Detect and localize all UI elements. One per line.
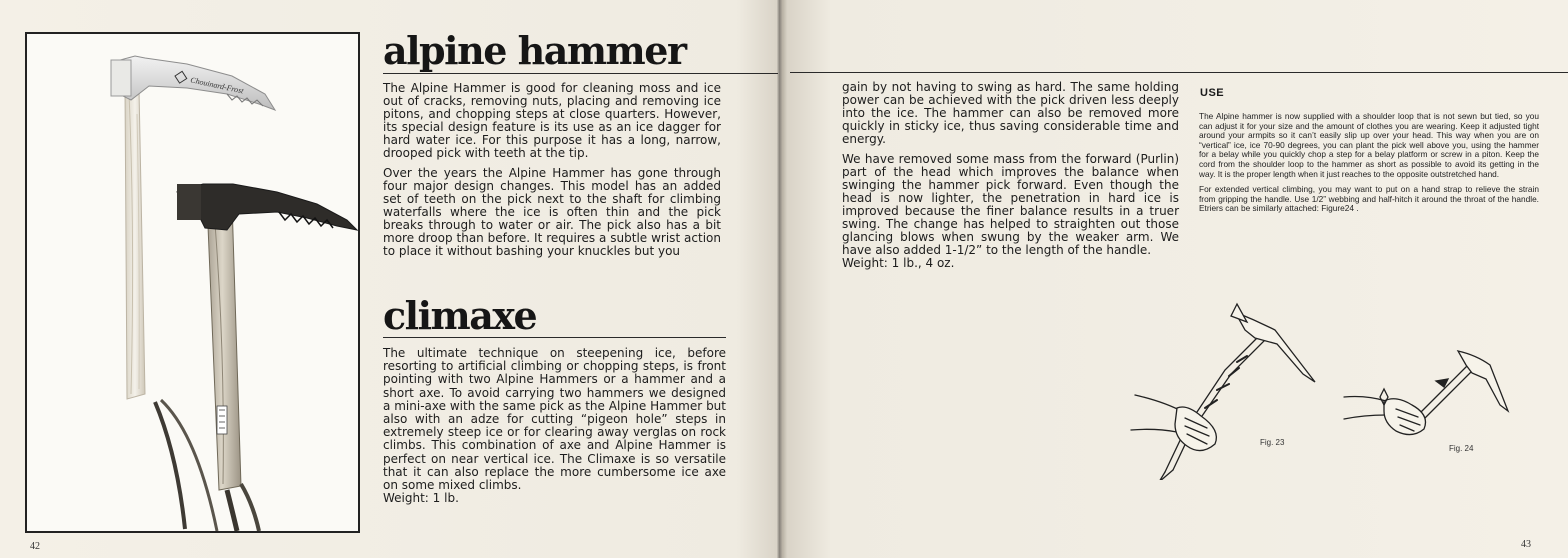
hammer-photo-illustration — [27, 34, 358, 531]
figure-24-illustration — [1340, 345, 1520, 455]
use-text — [1199, 112, 1539, 220]
use-heading: USE — [1200, 87, 1225, 99]
figure-24-caption: Fig. 24 — [1449, 444, 1474, 453]
left-page-number: 42 — [30, 541, 40, 552]
alpine-hammer-rule — [383, 73, 778, 74]
figure-23-illustration — [1125, 300, 1335, 480]
climaxe-rule — [383, 337, 726, 338]
alpine-hammer-text — [383, 82, 721, 265]
continued-paragraph: gain by not having to swing as hard. The same holding power can be achieved with the pick driven less deeply into the ice. The hammer can also be removed more quickly in sticky ice, thus saving considerable time and energy. — [842, 80, 1179, 146]
figure-23-caption: Fig. 23 — [1260, 438, 1285, 447]
continued-paragraph: We have removed some mass from the forward (Purlin) part of the head which improves the balance when swinging the hammer pick forward. Even though the head is now lighter, the penetration in hard ice is improved because the finer balance results in a truer swing. The change has helped to straighten out those glancing blows when swung by the weaker arm. We have also added 1-1/2” to the length of the handle. — [842, 152, 1179, 257]
climaxe-paragraph: The ultimate technique on steepening ice, before resorting to artificial climbing or chopping steps, is front pointing with two Alpine Hammers or a hammer and a short axe. To avoid carrying two hammers we designed a mini-axe with the same pick as the Alpine Hammer but also with an adze for cutting “pigeon hole” steps in extremely steep ice or for clearing away verglas on rock climbs. This combination of axe and Alpine Hammer is perfect on near vertical ice. The Climaxe is so versatile that it can also replace the more cumbersome ice axe on some mixed climbs. — [383, 346, 726, 493]
book-gutter — [777, 0, 782, 558]
alpine-hammer-weight: Weight: 1 lb., 4 oz. — [842, 256, 955, 270]
alpine-hammer-paragraph: Over the years the Alpine Hammer has gone through four major design changes. This model has an added set of teeth on the pick next to the shaft for climbing waterfalls where the ice is often thin and the pick breaks through to water or air. The pick also has a bit more droop than before. It requires a subtle wrist action to place it without bashing your knuckles but you — [383, 166, 721, 258]
alpine-hammer-heading: alpine hammer — [383, 28, 686, 73]
pick-brand-label: Chouinard-Frost — [189, 75, 245, 96]
right-page-number: 43 — [1521, 539, 1531, 550]
climaxe-weight: Weight: 1 lb. — [383, 491, 459, 506]
use-paragraph: The Alpine hammer is now supplied with a shoulder loop that is not sewn but tied, so you can adjust it for your size and the amount of clothes you are wearing. Keep it adjusted tight around your armpits so it can’t easily slip up over your head. This way when you are on “vertical” ice, ice 70-90 degrees, you can plant the pick well above you, using the hammer for a belay while you quickly chop a step for a belay platform or screw in a piton. Keep the cord from the shoulder loop to the hammer as short as possible to avoid its getting in the way. It is the proper length when it just reaches to the opposite outstretched hand. — [1199, 111, 1539, 179]
use-paragraph: For extended vertical climbing, you may want to put on a hand strap to relieve the strain from gripping the handle. Use 1/2” webbing and half-hitch it around the throat of the handle. Etriers can be similarly attached: Figure24 . — [1199, 184, 1539, 214]
right-page-rule — [790, 72, 1568, 73]
alpine-hammer-continued-text — [842, 81, 1179, 277]
climaxe-heading: climaxe — [383, 293, 537, 338]
alpine-hammer-paragraph: The Alpine Hammer is good for cleaning moss and ice out of cracks, removing nuts, placing and removing ice pitons, and chopping steps at close quarters. However, its special design feature is its use as an ice dagger for hard water ice. For this purpose it has a long, narrow, drooped pick with teeth at the tip. — [383, 81, 721, 160]
hammer-photo — [25, 32, 360, 533]
climaxe-text — [383, 347, 726, 505]
